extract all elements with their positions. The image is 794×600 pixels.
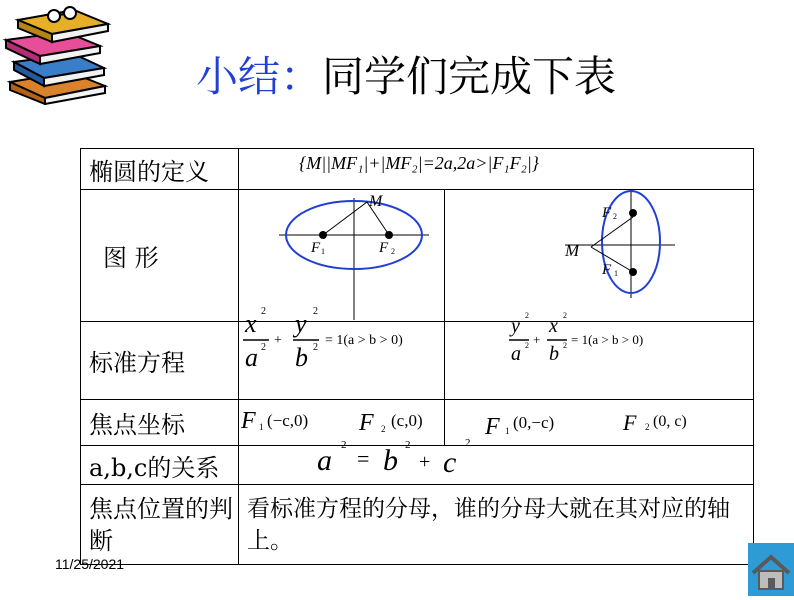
graph-left-focus2-sub: 2 [391, 247, 395, 256]
relation-label: a,b,c的关系 [81, 446, 239, 485]
graph-right-focus2: F [602, 205, 612, 221]
slide-date: 11/25/2021 [55, 556, 125, 572]
eq-left-exp4: 2 [313, 342, 318, 353]
eq-left-exp1: 2 [261, 306, 266, 317]
rel-a: a [317, 444, 332, 477]
title-highlight: 小结： [196, 52, 323, 101]
graph-right-point-m: M [565, 241, 580, 260]
rel-b: b [383, 444, 398, 477]
eq-right-plus: + [533, 332, 541, 347]
graph-left-focus2: F [379, 240, 389, 256]
rel-exp-b: 2 [405, 439, 411, 451]
home-icon [748, 543, 794, 596]
foci-right-cell [445, 400, 754, 446]
graph-left-focus1: F [311, 240, 321, 256]
eq-right-num1: y [511, 315, 520, 337]
books-stack-icon [0, 0, 115, 105]
foci-left-f2: F [359, 410, 374, 436]
position-label: 焦点位置的判断 [81, 485, 239, 565]
eq-left-tail: = 1(a > b > 0) [325, 333, 403, 348]
foci-right-f1-sub: 1 [505, 426, 510, 436]
eq-left-num2: y [295, 309, 307, 338]
eq-left-num1: x [245, 309, 257, 338]
home-button[interactable] [748, 543, 794, 596]
eq-right-den2: b [549, 343, 559, 365]
equation-right [445, 302, 754, 380]
summary-table [80, 148, 754, 565]
rel-exp-c: 2 [465, 437, 471, 449]
table-row-position [81, 485, 754, 565]
eq-right-exp4: 2 [563, 341, 567, 350]
position-text: 看标准方程的分母，谁的分母大就在其对应的轴上。 [239, 485, 754, 565]
eq-left-exp3: 2 [313, 306, 318, 317]
graph-left-focus1-sub: 1 [321, 247, 325, 256]
eq-right-exp3: 2 [563, 311, 567, 320]
foci-left-f2-coord: (c,0) [391, 411, 423, 430]
equation-left [239, 292, 469, 370]
table-row-equation [81, 322, 754, 400]
foci-right-f2-sub: 2 [645, 422, 650, 432]
foci-right-f1: F [485, 414, 500, 440]
foci-right-f2-coord: (0, c) [653, 413, 687, 430]
graph-right-focus2-sub: 2 [613, 212, 617, 221]
eq-left-plus: + [274, 333, 282, 348]
equation-label: 标准方程 [81, 322, 239, 400]
table-row-definition [81, 149, 754, 190]
eq-left-den2: b [295, 343, 308, 372]
graph-left-point-m: M [369, 193, 383, 210]
eq-left-exp2: 2 [261, 342, 266, 353]
relation-cell [239, 437, 754, 485]
eq-right-exp1: 2 [525, 311, 529, 320]
table-row-foci [81, 400, 754, 446]
eq-right-tail: = 1(a > b > 0) [571, 332, 644, 347]
eq-left-den1: a [245, 343, 258, 372]
foci-right [445, 400, 754, 446]
graph-right-focus1: F [602, 262, 612, 278]
foci-left-f1-coord: (−c,0) [267, 411, 309, 430]
foci-left-f1: F [241, 408, 256, 434]
definition-cell [239, 149, 754, 190]
rel-plus: + [419, 451, 431, 473]
rel-exp-a: 2 [341, 439, 347, 451]
graph-right-focus1-sub: 1 [614, 269, 618, 278]
rel-c: c [443, 446, 457, 479]
table-row-relation [81, 446, 754, 485]
eq-right-num2: x [549, 315, 558, 337]
foci-right-f2: F [623, 410, 637, 435]
page-title [196, 44, 616, 104]
foci-label: 焦点坐标 [81, 400, 239, 446]
foci-left-f2-sub: 2 [381, 424, 386, 434]
relation-formula [239, 437, 754, 485]
definition-label: 椭圆的定义 [81, 149, 239, 190]
eq-right-den1: a [511, 343, 521, 365]
definition-formula: {M||MF₁|+|MF₂|=2a,2a>|F₁F₂|} [299, 153, 539, 173]
rel-eq: = [357, 446, 370, 471]
eq-right-exp2: 2 [525, 341, 529, 350]
equation-right-cell [445, 311, 754, 400]
graph-label: 图 形 [81, 190, 239, 322]
foci-right-f1-coord: (0,−c) [513, 413, 555, 432]
foci-left-f1-sub: 1 [259, 422, 264, 432]
equation-left-cell [239, 306, 445, 400]
title-rest: 同学们完成下表 [322, 52, 617, 101]
